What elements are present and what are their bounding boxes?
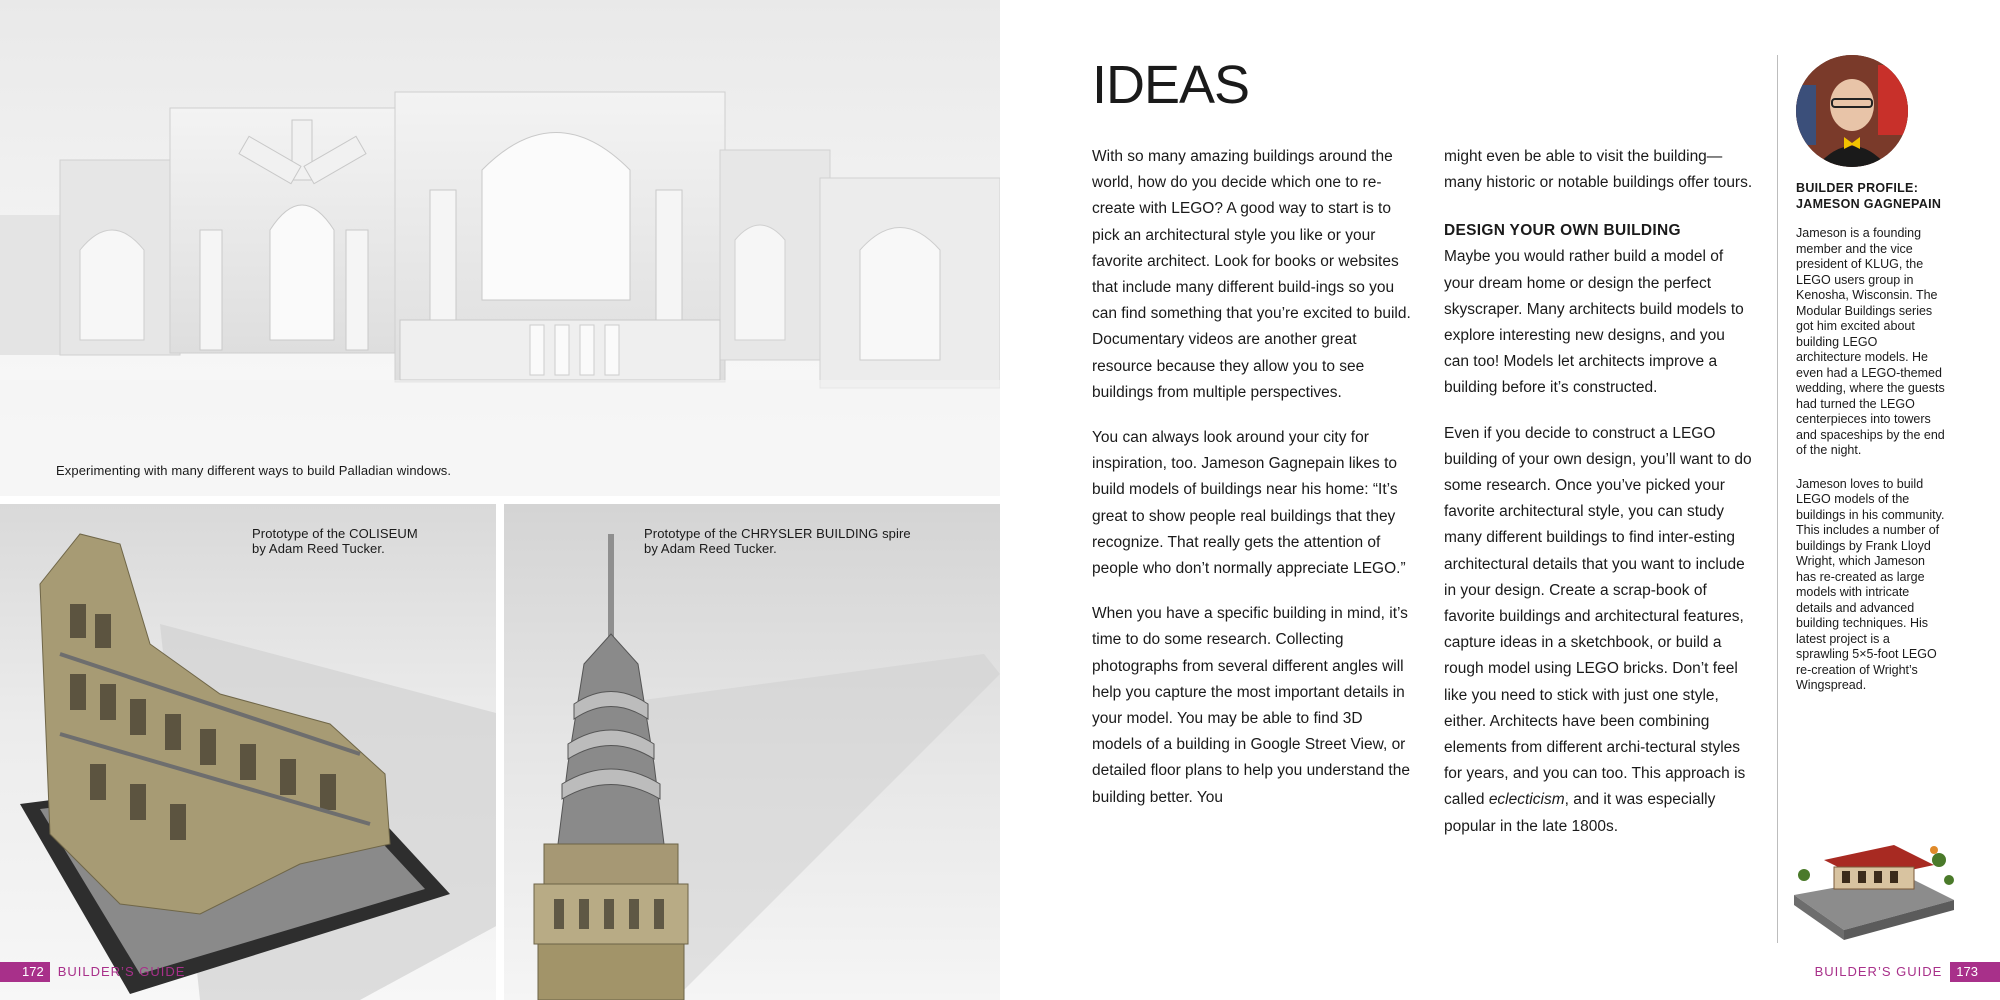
running-head-right: BUILDER’S GUIDE xyxy=(1814,964,1943,979)
page-title: IDEAS xyxy=(1092,55,1250,115)
chrysler-caption xyxy=(644,526,911,556)
page-number-left: 172 xyxy=(0,962,50,982)
wingspread-model-photo xyxy=(1784,805,1962,945)
body-column-2 xyxy=(1444,144,1754,859)
builder-portrait xyxy=(1796,55,1908,167)
coliseum-caption xyxy=(252,526,418,556)
coliseum-caption-line1: Prototype of the COLISEUM xyxy=(252,526,418,541)
body-paragraph: Maybe you would rather build a model of your dream home or design the perfect skyscraper. Many architects build models to explore interesting new designs, and you can too! Models let architects improve a building before it’s constructed. xyxy=(1444,248,1744,397)
column-divider xyxy=(1777,55,1778,943)
coliseum-photo xyxy=(0,504,496,1000)
builder-profile-heading xyxy=(1796,180,1946,212)
body-paragraph: You can always look around your city for inspiration, too. Jameson Gagnepain likes to build models of buildings near his home: “It’s great to show people real buildings that they recognize. That really gets the attention of people who don’t normally appreciate LEGO.” xyxy=(1092,429,1406,578)
chrysler-illustration xyxy=(504,504,1000,1000)
sidebar-paragraph: Jameson is a founding member and the vice president of KLUG, the LEGO users group in Kenosha, Wisconsin. The Modular Buildings series got him excited about building LEGO architecture models. He even had a LEGO-themed wedding, where the guests had turned the LEGO centerpieces into towers and spaceships by the end of the night. xyxy=(1796,226,1945,457)
body-paragraph: When you have a specific building in mind, it’s time to do some research. Collecting photographs from several different angles will help you capture the most important details in your model. You may be able to find 3D models of a building in Google Street View, or detailed floor plans to help you understand the building better. You xyxy=(1092,605,1410,806)
coliseum-illustration xyxy=(0,504,496,1000)
palladian-caption: Experimenting with many different ways to build Palladian windows. xyxy=(56,463,452,478)
chrysler-caption-line2: by Adam Reed Tucker. xyxy=(644,541,777,556)
body-text: Even if you decide to construct a LEGO building of your own design, you’ll want to do some research. Once you’ve picked your favorite architectural style, you can study many different buildings to find inter-esting architectural details that you want to include in your design. Create a scrap-book of favorite buildings and architectural features, capture ideas in a sketchbook, or build a rough model using LEGO bricks. Don’t feel like you need to stick with just one style, either. Architects have been combining elements from different archi-tectural styles for years, and you can too. This approach is called xyxy=(1444,424,1752,809)
chrysler-caption-line1: Prototype of the CHRYSLER BUILDING spire xyxy=(644,526,911,541)
coliseum-caption-line2: by Adam Reed Tucker. xyxy=(252,541,385,556)
folio-right xyxy=(1815,962,2000,982)
body-text: , and it was especially popular in the late 1800s. xyxy=(1444,791,1716,835)
wingspread-illustration xyxy=(1784,805,1962,945)
emphasis-term: eclecticism xyxy=(1488,791,1565,809)
folio-left xyxy=(0,962,185,982)
palladian-windows-illustration xyxy=(0,0,1000,496)
builder-profile-heading-line1: BUILDER PROFILE: xyxy=(1796,181,1919,195)
body-paragraph-eclecticism xyxy=(1444,421,1754,840)
running-head-left: BUILDER’S GUIDE xyxy=(57,964,186,979)
builder-profile-sidebar xyxy=(1796,180,1946,712)
portrait-illustration xyxy=(1796,55,1908,167)
body-paragraph-continuation: might even be able to visit the building—many historic or notable buildings offer tours. xyxy=(1444,148,1753,192)
section-heading: DESIGN YOUR OWN BUILDING xyxy=(1444,222,1681,240)
body-column-1 xyxy=(1092,144,1412,830)
palladian-windows-photo xyxy=(0,0,1000,496)
chrysler-photo xyxy=(504,504,1000,1000)
builder-profile-heading-line2: JAMESON GAGNEPAIN xyxy=(1796,197,1942,211)
body-paragraph: With so many amazing buildings around the world, how do you decide which one to re-create with LEGO? A good way to start is to pick an architectural style you like or your favorite architect. Look for books or websites that include many different build-ings so you can find something that you’re excited to build. Documentary videos are another great resource because they allow you to see buildings from multiple perspectives. xyxy=(1092,148,1411,401)
sidebar-paragraph: Jameson loves to build LEGO models of the buildings in his community. This includes a number of buildings by Frank Lloyd Wright, which Jameson has re-created as large models with intricate details and advanced building techniques. His latest project is a sprawling 5×5-foot LEGO re-creation of Wright’s Wingspread. xyxy=(1796,476,1945,692)
page-number-right: 173 xyxy=(1950,962,2000,982)
